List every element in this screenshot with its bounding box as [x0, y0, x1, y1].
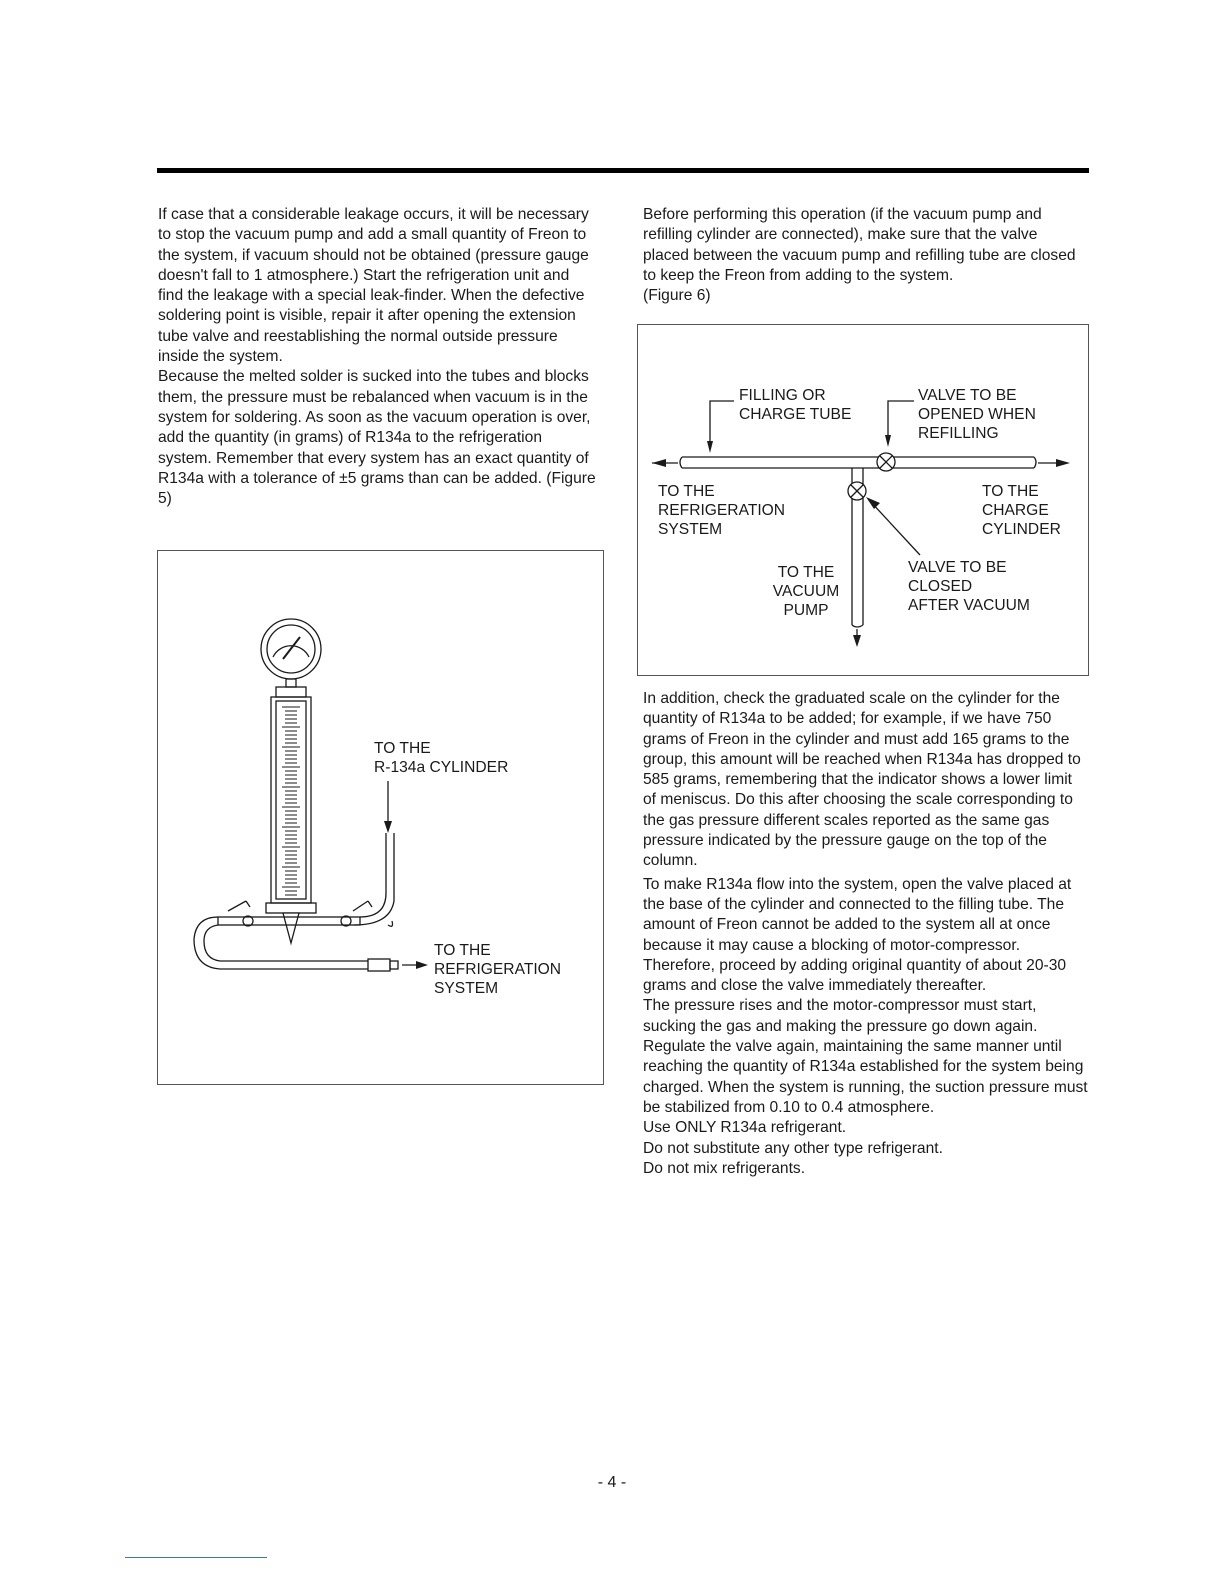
left-column-text: [158, 205, 598, 509]
right-column-text: [643, 689, 1088, 1179]
paragraph: If case that a considerable leakage occurs, it will be necessary to stop the vacuum pump and add a small quantity of Freon to the system, if vacuum should not be obtained (pressure gauge doesn't fall to 1 atmosphere.) Start the refrigeration unit and find the leakage with a special leak-finder. When the defective soldering point is visible, repair it after opening the extension tube valve and reestablishing the normal outside pressure inside the system.: [158, 206, 589, 366]
paragraph: The pressure rises and the motor-compressor must start, sucking the gas and making the pressure go down again. Regulate the valve again, maintaining the same manner until reaching the quantity of R134a established for the system being charged. When the system is running, the suction pressure must be stabilized from 0.10 to 0.4 atmosphere.: [643, 997, 1088, 1116]
figure-reference: (Figure 6): [643, 287, 711, 305]
warning-line: Do not mix refrigerants.: [643, 1159, 806, 1177]
paragraph: Before performing this operation (if the vacuum pump and refilling cylinder are connected), make sure that the valve placed between the vacuum pump and refilling tube are closed to keep the Freon from adding to the system.: [643, 206, 1076, 284]
paragraph: Because the melted solder is sucked into the tubes and blocks them, the pressure must be rebalanced when vacuum is in the system for soldering. As soon as the vacuum operation is over, add the quantity (in grams) of R134a to the refrigeration system. Remember that every system has an exact quantity of R134a with a tolerance of ±5 grams than can be added. (Figure 5): [158, 368, 596, 508]
label-to-refrigeration-system: TO THE REFRIGERATION SYSTEM: [658, 483, 786, 538]
label-to-vacuum-pump: TO THE VACUUM PUMP: [772, 564, 840, 619]
cylinder-body: [271, 697, 311, 903]
label-to-cylinder: TO THE R-134a CYLINDER: [374, 740, 509, 776]
paragraph: To make R134a flow into the system, open the valve placed at the base of the cylinder and connected to the filling tube. The amount of Freon cannot be added to the system all at once because it may cause a blocking of motor-compressor. Therefore, proceed by adding original quantity of about 20-30 grams and close the valve immediately thereafter.: [643, 875, 1072, 995]
valve-handle-left: [228, 901, 250, 911]
footer-link-line: [125, 1557, 267, 1558]
right-column-intro: [643, 205, 1083, 306]
graduated-scale: [282, 707, 300, 895]
warning-line: Do not substitute any other type refrigerant.: [643, 1139, 943, 1157]
page-number: - 4 -: [597, 1474, 627, 1491]
charging-cylinder-drawing: [158, 551, 603, 1084]
label-filling-tube: FILLING OR CHARGE TUBE: [739, 387, 852, 423]
header-rule: [157, 168, 1089, 173]
label-to-charge-cylinder: TO THE CHARGE CYLINDER: [982, 483, 1061, 538]
warning-line: Use ONLY R134a refrigerant.: [643, 1119, 847, 1137]
figure-5-charging-cylinder: [157, 550, 604, 1085]
label-valve-closed: VALVE TO BE CLOSED AFTER VACUUM: [908, 559, 1030, 614]
paragraph: In addition, check the graduated scale on the cylinder for the quantity of R134a to be added; for example, if we have 750 grams of Freon in the cylinder and must add 165 grams to the group, this amount will be reached when R134a has dropped to 585 grams, remembering that the indicator shows a lower limit of meniscus. Do this after choosing the scale corresponding to the gas pressure different scales reported as the same gas pressure indicated by the pressure gauge on the top of the column.: [643, 690, 1081, 870]
label-to-refrigeration-system: TO THE REFRIGERATION SYSTEM: [434, 942, 562, 997]
valve-handle-right: [353, 901, 372, 911]
label-valve-opened: VALVE TO BE OPENED WHEN REFILLING: [918, 387, 1036, 442]
figure-6-piping-diagram: [637, 324, 1089, 676]
